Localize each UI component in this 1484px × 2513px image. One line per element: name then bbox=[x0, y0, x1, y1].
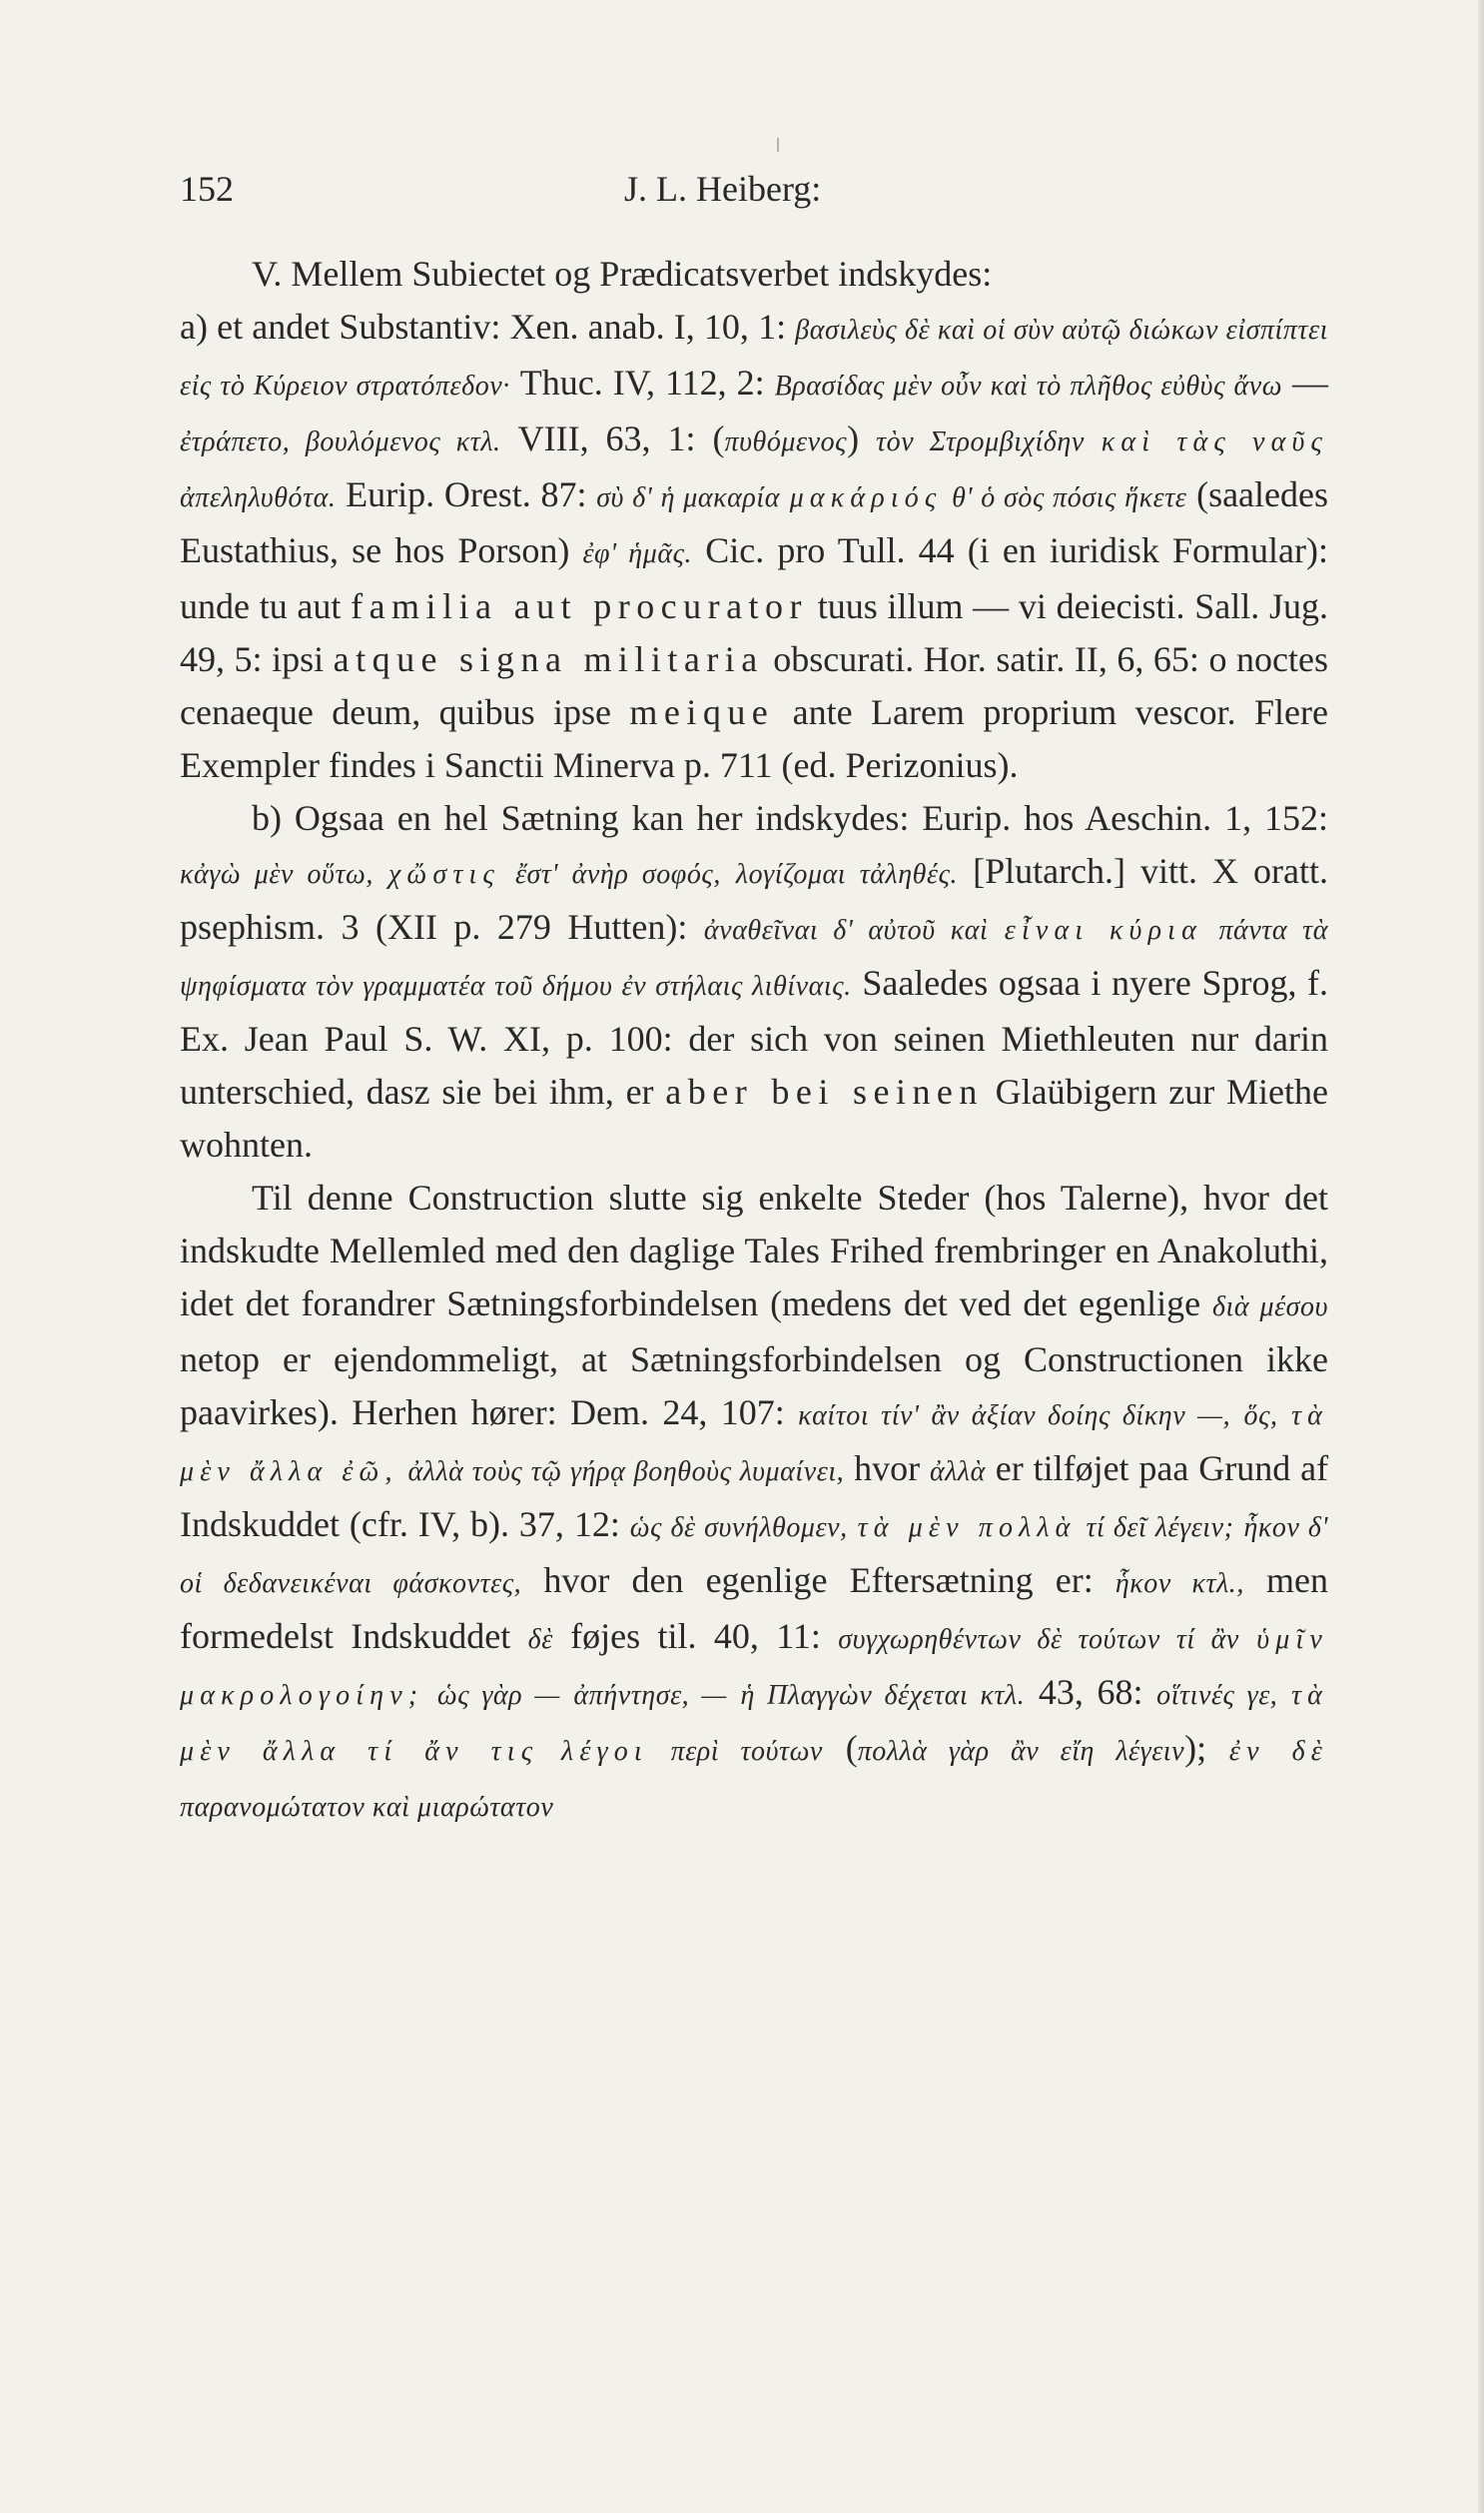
text-run: men formedelst Indskuddet bbox=[180, 1560, 1329, 1656]
text-run: [Plutarch.] vitt. X oratt. psephism. 3 (XII p. 279 Hutten): bbox=[180, 851, 1328, 947]
greek-quote: ἐτράπετο, βουλόμενος κτλ. bbox=[180, 426, 501, 457]
text-run: Saaledes ogsaa i nyere Sprog, f. Ex. Jean Paul S. W. XI, p. 100: der sich von seinen Miethleuten nur darin unterschied, dasz sie bei ihm, er bbox=[180, 963, 1329, 1112]
greek-quote: βασιλεὺς δὲ καὶ οἱ σὺν αὐτῷ διώκων εἰσπίπτει εἰς τὸ Κύρειον στρατόπεδον· bbox=[180, 315, 1328, 402]
greek-quote: ἐφ' ἡμᾶς. bbox=[582, 538, 693, 569]
greek-quote: ἀλλὰ bbox=[929, 1456, 986, 1487]
text-run: — bbox=[1292, 363, 1329, 403]
text-run: b) Ogsaa en hel Sætning kan her indskydes: Eurip. hos Aeschin. 1, 152: bbox=[252, 798, 1328, 838]
greek-quote: οἵτινές γε, bbox=[1156, 1680, 1278, 1711]
text-run: netop er ejendommeligt, at Sætningsforbindelsen og Constructionen ikke paavirkes). Herhen hører: Dem. 24, 107: bbox=[180, 1339, 1328, 1432]
greek-quote: ἧκον κτλ., bbox=[1114, 1568, 1244, 1599]
text-run: V. Mellem Subiectet og Prædicatsverbet indskydes: bbox=[252, 254, 993, 294]
greek-quote: ἀλλὰ τοὺς τῷ γήρᾳ βοηθοὺς λυμαίνει, bbox=[407, 1456, 845, 1487]
greek-spaced: λέγοι bbox=[561, 1736, 648, 1767]
text-run: 43, 68: bbox=[1038, 1672, 1143, 1712]
greek-quote: τὸν Στρομβιχίδην bbox=[876, 426, 1085, 457]
greek-spaced: καὶ τὰς ναῦς bbox=[1101, 426, 1329, 457]
text-run: Til denne Construction slutte sig enkelte Steder (hos Talerne), hvor det indskudte Mellemled med den daglige Tales Frihed frembringer en Anakoluthi, idet det forandrer Sætningsforbindelsen (medens det ved det egenlige bbox=[180, 1178, 1328, 1323]
text-run: VIII, 63, 1: ( bbox=[517, 419, 725, 458]
spaced-text: familia aut procurator bbox=[351, 586, 808, 626]
greek-spaced: τὰ μὲν ἄλλα ἐῶ, bbox=[180, 1400, 1329, 1487]
greek-quote: σὺ δ' ἡ μακαρία bbox=[596, 482, 781, 513]
greek-quote: ὅς, bbox=[1243, 1400, 1278, 1431]
text-run: Thuc. IV, 112, 2: bbox=[519, 363, 765, 403]
text-run: ( bbox=[845, 1728, 858, 1768]
greek-quote: συγχωρηθέντων δὲ τούτων τί ἂν bbox=[838, 1624, 1239, 1655]
spaced-text: aber bei seinen bbox=[665, 1072, 984, 1112]
greek-quote: ἧκον δ' οἱ δεδανεικέναι φάσκοντες, bbox=[180, 1512, 1329, 1599]
greek-spaced: ἐν δὲ bbox=[1228, 1736, 1328, 1767]
text-run: ) bbox=[847, 419, 860, 458]
greek-quote: διὰ μέσου bbox=[1211, 1291, 1329, 1322]
running-title: J. L. Heiberg: bbox=[624, 169, 822, 209]
greek-quote: ἀπήντησε, — bbox=[573, 1680, 727, 1711]
greek-quote: ἀναθεῖναι δ' αὐτοῦ καὶ bbox=[703, 915, 989, 946]
paragraph-anakoluthi bbox=[180, 1172, 1328, 1834]
text-run: Eurip. Orest. 87: bbox=[346, 474, 587, 514]
text-run: er tilføjet paa Grund af Indskuddet (cfr. IV, b). 37, 12: bbox=[180, 1448, 1329, 1544]
text-run: tuus illum — vi deiecisti. Sall. Jug. 49, 5: ipsi bbox=[180, 586, 1328, 679]
greek-quote: Βρασίδας μὲν οὖν καὶ τὸ πλῆθος εὐθὺς ἄνω bbox=[774, 371, 1283, 402]
greek-quote: ἀπεληλυθότα. bbox=[180, 482, 337, 513]
greek-quote: ὡς γὰρ — bbox=[436, 1680, 560, 1711]
text-run: ); bbox=[1184, 1728, 1207, 1768]
text-run: hvor bbox=[854, 1448, 921, 1488]
running-head bbox=[180, 168, 1328, 228]
paragraph-v bbox=[180, 248, 1328, 792]
scan-mark bbox=[777, 138, 779, 152]
text-run: obscurati. Hor. satir. II, 6, 65: o noctes cenaeque deum, quibus ipse bbox=[180, 639, 1328, 732]
greek-spaced: μακάριός bbox=[789, 482, 943, 513]
page-number: 152 bbox=[180, 169, 234, 209]
greek-quote: πολλὰ γὰρ ἂν εἴη λέγειν bbox=[857, 1736, 1185, 1767]
greek-quote: πυθόμενος bbox=[724, 426, 848, 457]
greek-quote: λογίζομαι τἀληθές. bbox=[735, 859, 959, 890]
greek-quote: πάντα τὰ ψηφίσματα τὸν γραμματέα τοῦ δήμου ἐν στήλαις λιθίναις. bbox=[180, 915, 1329, 1002]
text-run: Glaübigern zur Miethe wohnten. bbox=[180, 1072, 1328, 1165]
greek-spaced: τὰ μὲν ἄλλα τί ἄν τις bbox=[180, 1680, 1329, 1767]
body-text bbox=[180, 248, 1328, 1834]
greek-spaced: ὑμῖν μακρολογοίην; bbox=[180, 1624, 1329, 1711]
text-run: føjes til. 40, 11: bbox=[570, 1616, 821, 1656]
spaced-text: meique bbox=[629, 692, 775, 732]
greek-quote: τί δεῖ λέγειν; bbox=[1086, 1512, 1234, 1543]
text-run: ante Larem proprium vescor. Flere Exempler findes i Sanctii Minerva p. 711 (ed. Perizonius). bbox=[180, 692, 1329, 785]
greek-quote: περὶ τούτων bbox=[670, 1736, 823, 1767]
paragraph-b bbox=[180, 792, 1328, 1172]
greek-quote: ἡ Πλαγγὼν δέχεται κτλ. bbox=[740, 1680, 1026, 1711]
greek-quote: παρανομώτατον καὶ μιαρώτατον bbox=[180, 1792, 554, 1823]
greek-quote: ὡς δὲ συνήλθομεν, bbox=[629, 1512, 848, 1543]
greek-quote: κἀγὼ μὲν οὕτω, bbox=[180, 859, 373, 890]
greek-spaced: εἶναι κύρια bbox=[1004, 915, 1202, 946]
text-run: (saaledes Eustathius, se hos Porson) bbox=[180, 474, 1329, 570]
text-run: hvor den egenlige Eftersætning er: bbox=[543, 1560, 1094, 1600]
greek-quote: ἔστ' ἀνὴρ σοφός, bbox=[514, 859, 721, 890]
text-run: Cic. pro Tull. 44 (i en iuridisk Formular): unde tu aut bbox=[180, 530, 1328, 626]
text-run: a) et andet Substantiv: Xen. anab. I, 10, 1: bbox=[180, 307, 787, 347]
spaced-text: atque signa militaria bbox=[333, 639, 764, 679]
page-edge bbox=[1478, 0, 1484, 2513]
greek-quote: θ' ὁ σὸς πόσις ἥκετε bbox=[952, 482, 1187, 513]
greek-quote: δὲ bbox=[527, 1624, 553, 1655]
greek-spaced: χὤστις bbox=[387, 859, 500, 890]
greek-quote: καίτοι τίν' ἂν ἀξίαν δοίης δίκην —, bbox=[798, 1400, 1231, 1431]
greek-spaced: τὰ μὲν πολλὰ bbox=[857, 1512, 1077, 1543]
